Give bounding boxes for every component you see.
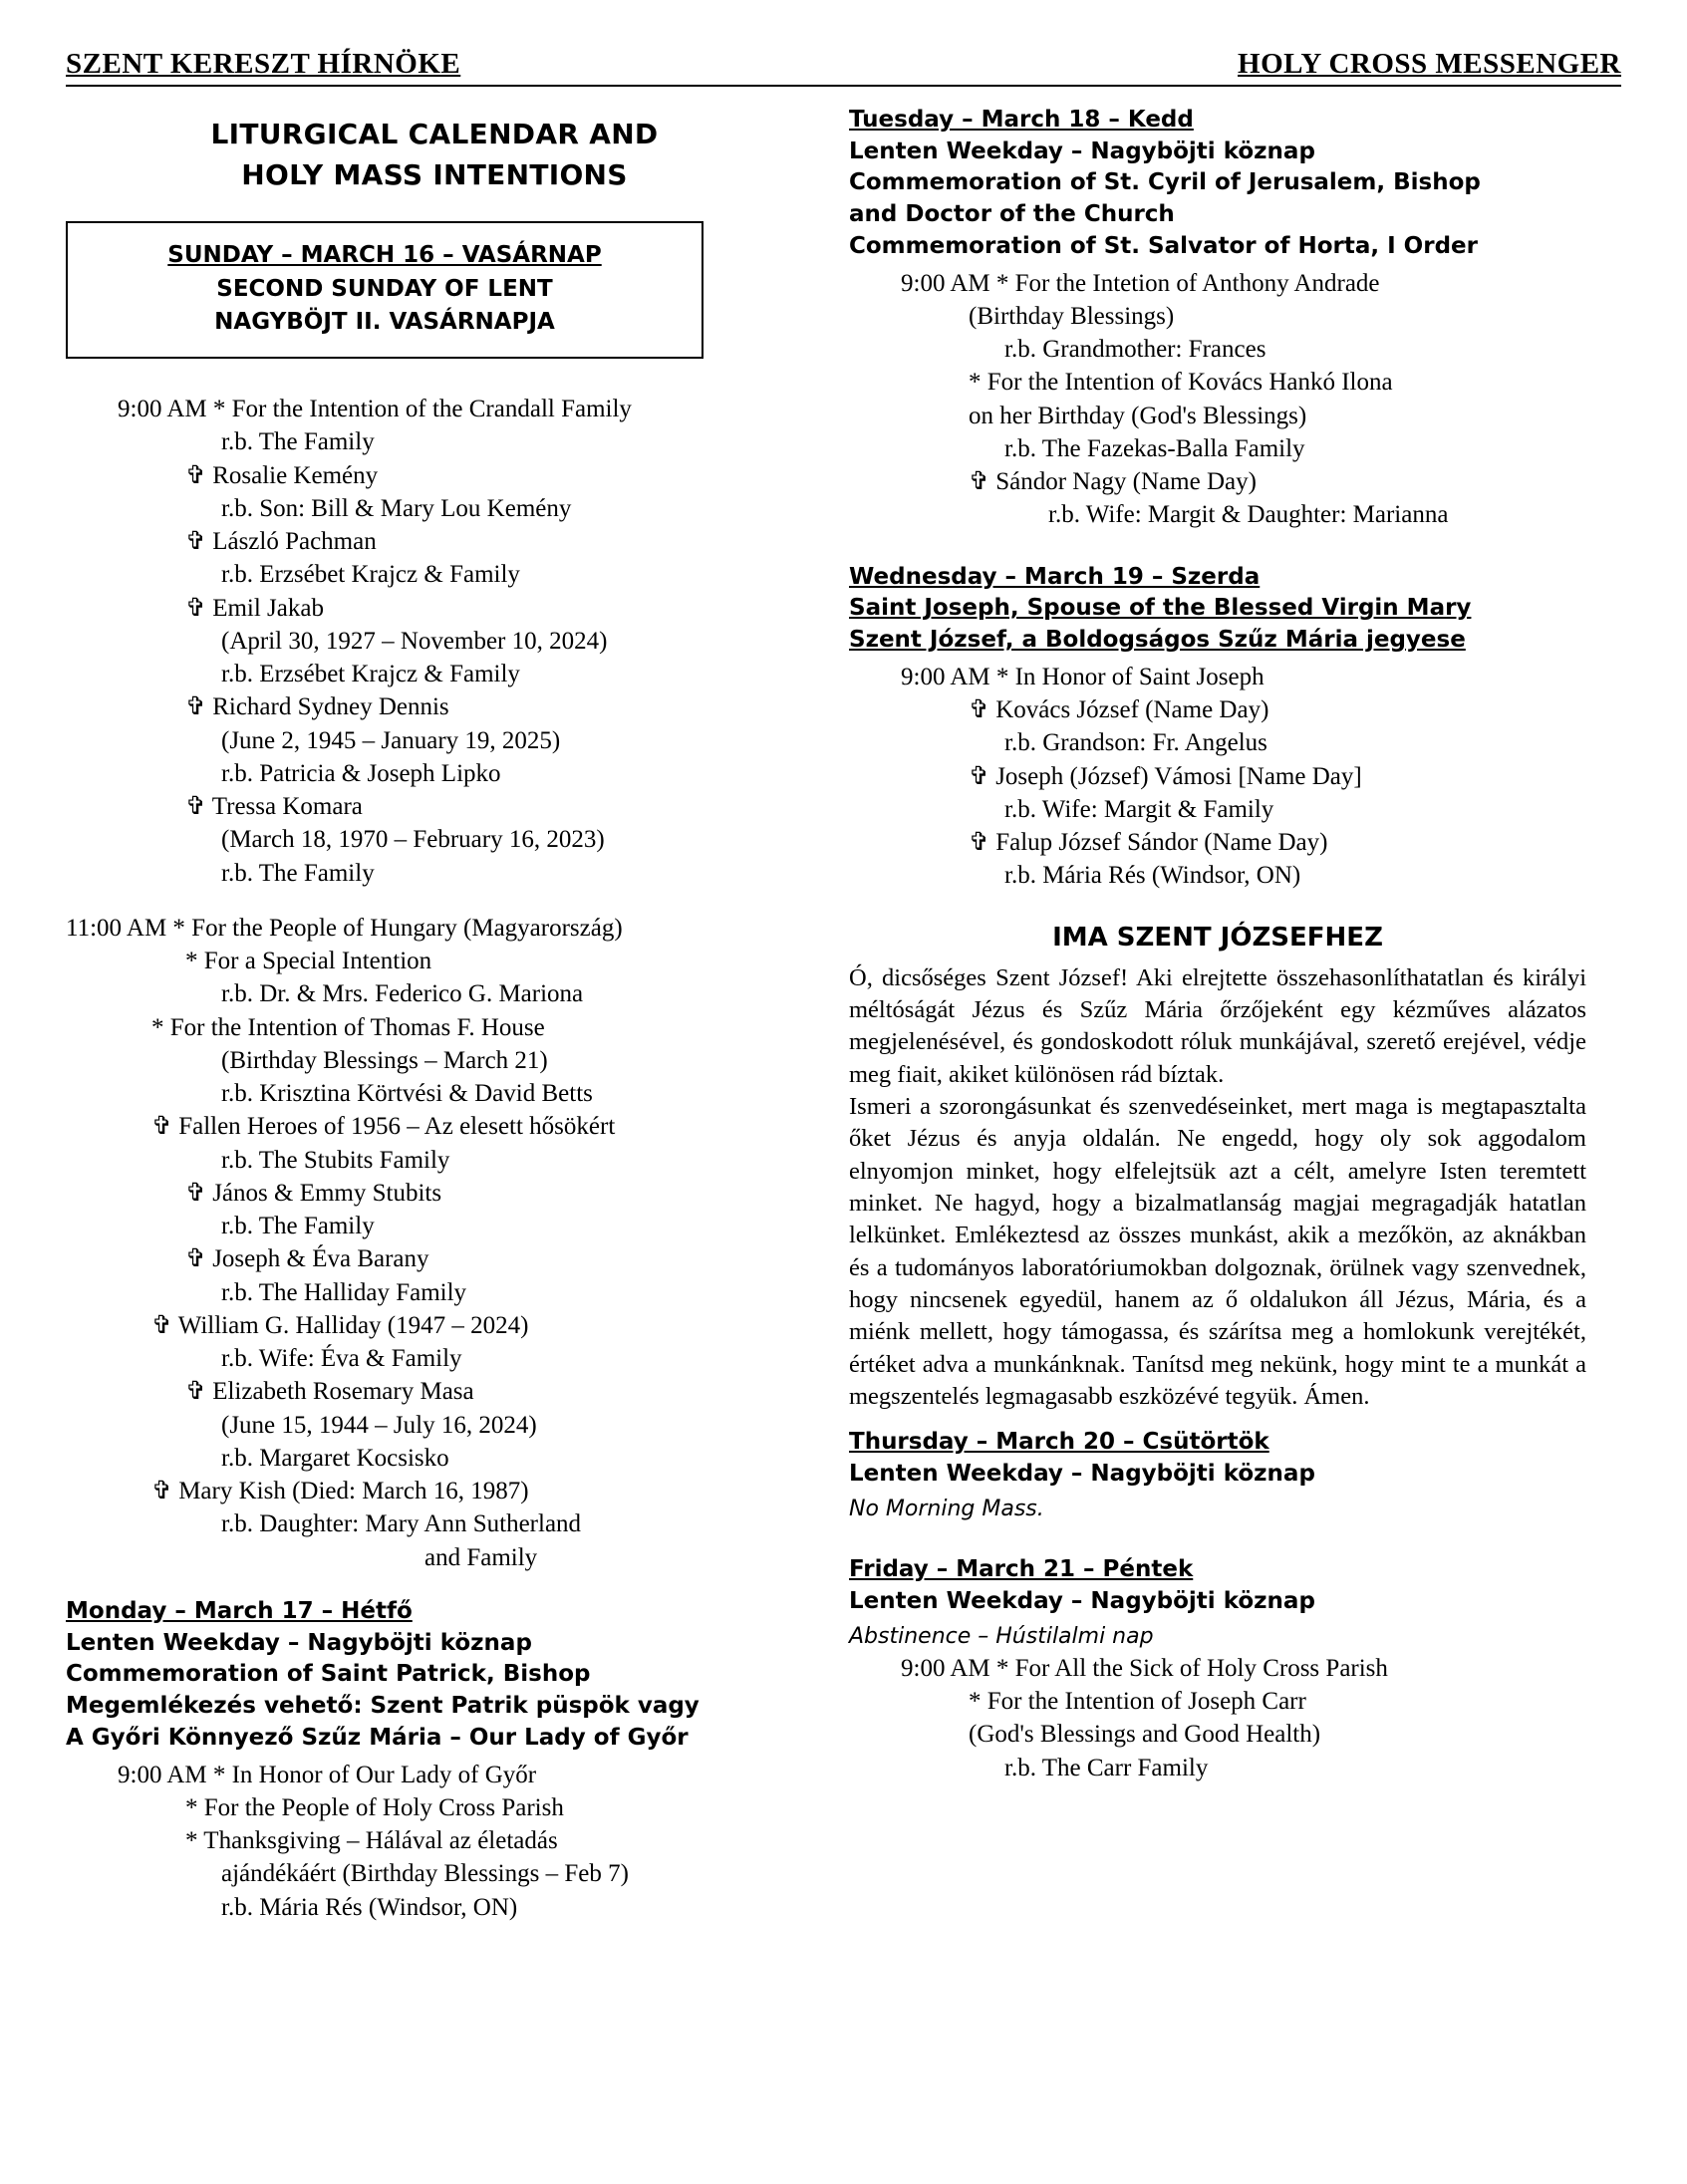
mass-intention-line: ✞ Joseph (József) Vámosi [Name Day] [969, 762, 1362, 790]
mass-intention-line: r.b. The Family [221, 1213, 375, 1240]
mass-intention-line: (Birthday Blessings – March 21) [221, 1046, 548, 1074]
mass-intention-line: r.b. Dr. & Mrs. Federico G. Mariona [221, 980, 584, 1008]
mass-intention-line: ✞ Rosalie Kemény [185, 461, 379, 489]
mass-intention-line: r.b. Wife: Margit & Daughter: Marianna [1048, 501, 1449, 529]
day-subheading: Commemoration of St. Cyril of Jerusalem, Bishop [849, 169, 1481, 196]
wednesday-section [849, 562, 1586, 893]
day-subheading: Lenten Weekday – Nagyböjti köznap [849, 137, 1315, 164]
sunday-heading-box [66, 221, 703, 359]
mass-intention-line: 9:00 AM * For All the Sick of Holy Cross Parish [901, 1654, 1388, 1682]
mass-intention-line: ✞ Fallen Heroes of 1956 – Az elesett hősökért [151, 1113, 616, 1141]
mass-intention-line: r.b. Patricia & Joseph Lipko [221, 759, 501, 787]
mass-intention-line: r.b. Daughter: Mary Ann Sutherland [221, 1510, 582, 1538]
friday-intentions [849, 1652, 1586, 1784]
prayer-title: IMA SZENT JÓZSEFHEZ [1052, 922, 1383, 953]
mass-intention-line: ✞ Elizabeth Rosemary Masa [185, 1378, 474, 1406]
mass-intention-line: r.b. Grandmother: Frances [1004, 336, 1266, 364]
friday-heading: Friday – March 21 – Péntek [849, 1556, 1194, 1583]
mass-intention-line: (God's Blessings and Good Health) [969, 1721, 1321, 1749]
mass-intention-line: r.b. The Halliday Family [221, 1278, 467, 1306]
mass-intention-line: r.b. The Stubits Family [221, 1146, 450, 1174]
day-subheading: Szent József, a Boldogságos Szűz Mária jegyese [849, 627, 1466, 654]
thursday-heading: Thursday – March 20 – Csütörtök [849, 1429, 1269, 1456]
tuesday-intentions [849, 267, 1586, 532]
mass-intention-line: (June 2, 1945 – January 19, 2025) [221, 726, 561, 754]
mass-intention-line: r.b. Erzsébet Krajcz & Family [221, 661, 520, 688]
mass-intention-line: * For the Intention of Kovács Hankó Ilona [969, 369, 1393, 397]
mass-intention-line: ✞ László Pachman [185, 528, 377, 556]
mass-intention-line: ✞ Joseph & Éva Barany [185, 1245, 429, 1273]
prayer-paragraph: Ismeri a szorongásunkat és szenvedéseinket, mert maga is megtapasztalta őket Jézus és anyja oldalán. Ne engedd, hogy oly sok aggodalom elnyomjon minket, hogy elfelejtsük azt a célt, amelyre Isten teremtett minket. Ne hagyd, hogy a bizalmatlanság magjai megragadják hatatlan lelkünket. Emlékeztesd az összes munkást, akik a mezőkön, az aknákban és a tudományos laboratóriumokban dolgoznak, örülnek vagy szenvednek, hogy nincsenek egyedül, hanem az ő oldalukon áll Jézus, Mária, és a miénk mellett, hogy támogassa, és szárítsa meg a homlokunk verejtékét, értéket adva a munkánknak. Tanítsd meg nekünk, hogy mint te a munkát a megszentelés legmagasabb eszközévé tegyük. Ámen. [849, 1092, 1586, 1410]
mass-intention-line: r.b. Mária Rés (Windsor, ON) [221, 1893, 518, 1921]
mass-intention-line: ✞ Richard Sydney Dennis [185, 693, 449, 721]
mass-intention-line: (Birthday Blessings) [969, 302, 1175, 330]
day-subheading: Saint Joseph, Spouse of the Blessed Virgin Mary [849, 595, 1472, 622]
mass-intention-line: ✞ Falup József Sándor (Name Day) [969, 829, 1328, 857]
mass-intention-line: r.b. The Family [221, 428, 375, 456]
mass-intention-line: ✞ Tressa Komara [185, 793, 363, 821]
sunday-title-english: SECOND SUNDAY OF LENT [216, 275, 553, 302]
left-column [66, 105, 803, 1954]
day-subheading: Lenten Weekday – Nagyböjti köznap [849, 1460, 1315, 1487]
mass-intention-line: 9:00 AM * For the Intention of the Crandall Family [118, 396, 632, 423]
mass-intention-line: ✞ Sándor Nagy (Name Day) [969, 468, 1257, 496]
day-subheading: and Doctor of the Church [849, 201, 1175, 228]
page-title [66, 115, 803, 195]
mass-intention-line: r.b. Erzsébet Krajcz & Family [221, 561, 520, 589]
day-subheading: Megemlékezés vehető: Szent Patrik püspök vagy [66, 1693, 700, 1720]
mass-intention-line: ✞ János & Emmy Stubits [185, 1179, 442, 1207]
two-column-layout [66, 105, 1621, 1954]
mass-intention-line: (April 30, 1927 – November 10, 2024) [221, 627, 608, 655]
mass-intention-line: ✞ Kovács József (Name Day) [969, 696, 1269, 724]
mass-intention-line: r.b. Wife: Éva & Family [221, 1345, 462, 1373]
mass-intention-line: 11:00 AM * For the People of Hungary (Magyarország) [66, 914, 623, 942]
thursday-subheadings [849, 1459, 1586, 1491]
spacer [66, 1574, 803, 1596]
mass-intention-line: ajándékáért (Birthday Blessings – Feb 7) [221, 1860, 629, 1888]
mass-intention-line: * For the Intention of Thomas F. House [151, 1013, 545, 1041]
mass-intention-line: * For a Special Intention [185, 948, 432, 975]
mass-intention-line: * For the People of Holy Cross Parish [185, 1793, 564, 1821]
mass-intention-line: (June 15, 1944 – July 16, 2024) [221, 1411, 537, 1439]
mass-intention-line: 9:00 AM * In Honor of Our Lady of Győr [118, 1761, 537, 1788]
mass-intention-line: * For the Intention of Joseph Carr [969, 1688, 1306, 1716]
thursday-section [849, 1427, 1586, 1524]
right-column [849, 105, 1586, 1814]
sunday-1100-intentions [66, 912, 803, 1574]
sunday-900-intentions [66, 393, 803, 890]
monday-heading: Monday – March 17 – Hétfő [66, 1597, 413, 1624]
tuesday-section [849, 105, 1586, 532]
monday-subheadings [66, 1628, 803, 1755]
mass-intention-line: * Thanksgiving – Hálával az életadás [185, 1827, 558, 1855]
spacer [66, 890, 803, 912]
mass-intention-line: (March 18, 1970 – February 16, 2023) [221, 826, 605, 854]
mass-intention-line: 9:00 AM * In Honor of Saint Joseph [901, 663, 1265, 690]
day-subheading: Lenten Weekday – Nagyböjti köznap [66, 1629, 532, 1656]
mass-intention-line: r.b. Wife: Margit & Family [1004, 795, 1274, 823]
mass-intention-line: 9:00 AM * For the Intetion of Anthony Andrade [901, 269, 1380, 297]
prayer-body [849, 962, 1586, 1414]
wednesday-intentions [849, 661, 1586, 893]
monday-section [66, 1596, 803, 1924]
mass-intention-line: r.b. Margaret Kocsisko [221, 1444, 449, 1472]
sunday-title-hungarian: NAGYBÖJT II. VASÁRNAPJA [214, 308, 555, 335]
monday-intentions [66, 1759, 803, 1924]
page-title-line1: LITURGICAL CALENDAR AND [210, 118, 659, 150]
friday-subheadings [849, 1586, 1586, 1618]
wednesday-subheadings [849, 593, 1586, 656]
masthead-title-english: HOLY CROSS MESSENGER [1238, 48, 1621, 80]
day-subheading: Commemoration of St. Salvator of Horta, I Order [849, 232, 1478, 259]
mass-intention-line: r.b. Grandson: Fr. Angelus [1004, 729, 1267, 757]
masthead-title-hungarian: SZENT KERESZT HÍRNÖKE [66, 48, 461, 80]
mass-intention-line: r.b. The Family [221, 859, 375, 887]
thursday-note: No Morning Mass. [849, 1496, 1044, 1521]
spacer [849, 1413, 1586, 1427]
friday-note: Abstinence – Hústilalmi nap [849, 1623, 1154, 1649]
day-subheading: Lenten Weekday – Nagyböjti köznap [849, 1587, 1315, 1614]
page-title-line2: HOLY MASS INTENTIONS [241, 157, 628, 191]
mass-intention-line: ✞ Mary Kish (Died: March 16, 1987) [151, 1478, 529, 1505]
day-subheading: Commemoration of Saint Patrick, Bishop [66, 1661, 591, 1688]
mass-intention-line: on her Birthday (God's Blessings) [969, 402, 1307, 429]
masthead-divider [66, 85, 1621, 87]
mass-intention-line: ✞ William G. Halliday (1947 – 2024) [151, 1311, 529, 1339]
tuesday-heading: Tuesday – March 18 – Kedd [849, 107, 1194, 133]
mass-intention-line: r.b. Son: Bill & Mary Lou Kemény [221, 494, 572, 522]
mass-intention-line: ✞ Emil Jakab [185, 594, 324, 622]
mass-intention-line: r.b. Krisztina Körtvési & David Betts [221, 1080, 593, 1108]
tuesday-subheadings [849, 136, 1586, 263]
prayer-section [849, 923, 1586, 1414]
mass-intention-line: r.b. The Carr Family [1004, 1754, 1209, 1781]
wednesday-heading: Wednesday – March 19 – Szerda [849, 563, 1261, 590]
mass-intention-line: and Family [424, 1543, 538, 1571]
friday-section [849, 1554, 1586, 1784]
mass-intention-line: r.b. The Fazekas-Balla Family [1004, 434, 1305, 462]
prayer-paragraph: Ó, dicsőséges Szent József! Aki elrejtette összehasonlíthatatlan és királyi méltóságát Jézus és Szűz Mária őrzőjeként egy kézműves alázatos megjelenésével, és gondoskodott róluk munkájával, szerető erejével, védje meg fiait, akiket különösen rád bíztak. [849, 963, 1586, 1088]
masthead [66, 48, 1621, 83]
day-subheading: A Győri Könnyező Szűz Mária – Our Lady of Győr [66, 1724, 689, 1751]
sunday-date-line: SUNDAY – MARCH 16 – VASÁRNAP [167, 242, 602, 269]
mass-intention-line: r.b. Mária Rés (Windsor, ON) [1004, 862, 1301, 890]
